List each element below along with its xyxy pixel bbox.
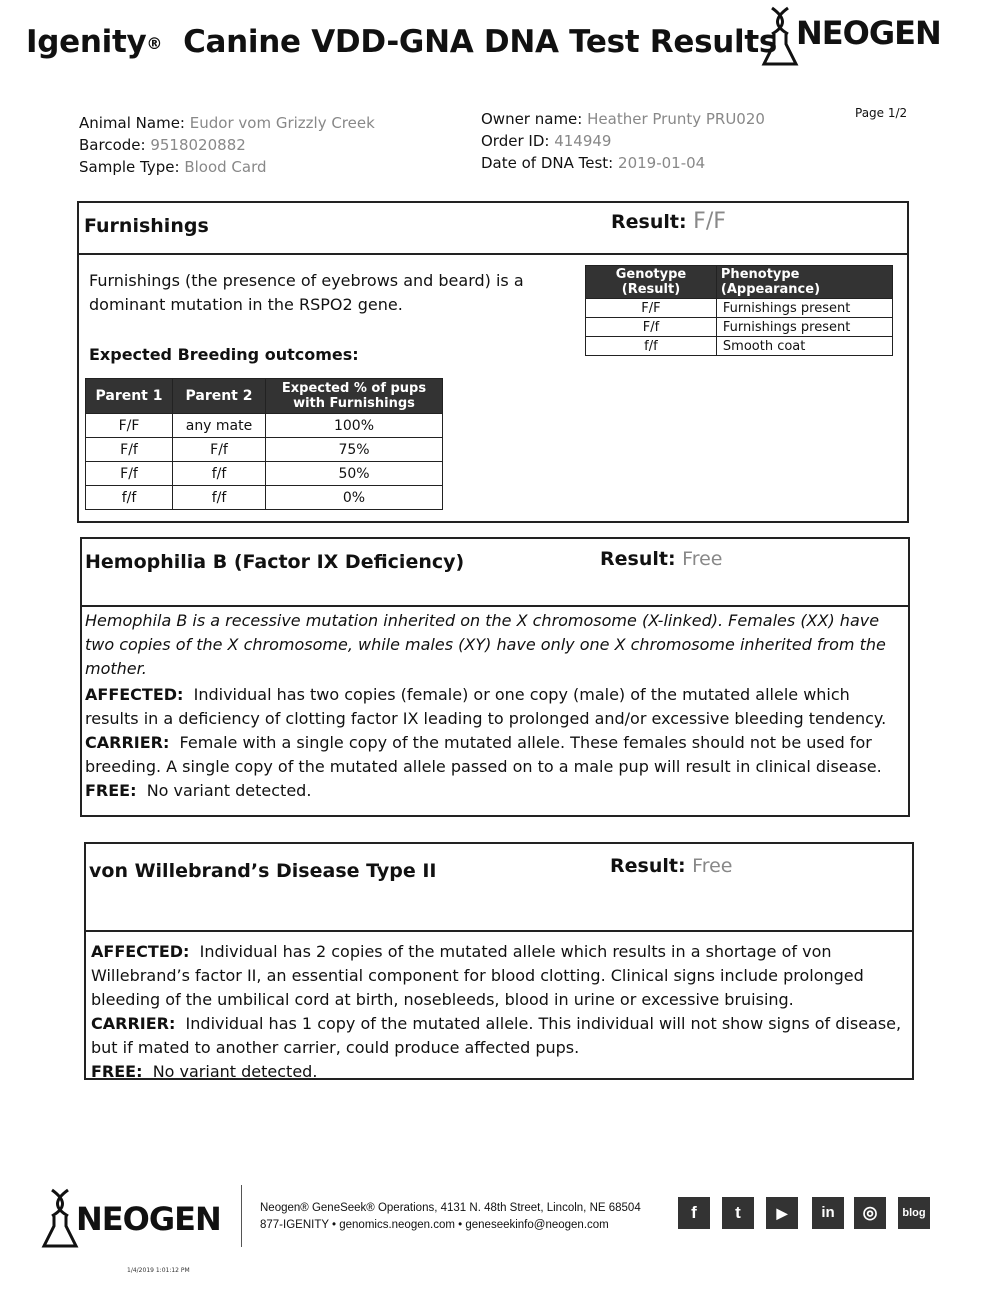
vwd-title: von Willebrand’s Disease Type II [89, 860, 437, 882]
hemophilia-intro: Hemophila B is a recessive mutation inherited on the X chromosome (X-linked). Females (XX) have two copies of the X chromosome, while males (XY) have only one X chromosome inherited from the mother. [85, 611, 886, 678]
breeding-heading: Expected Breeding outcomes: [89, 345, 359, 364]
footer-contact: Neogen® GeneSeek® Operations, 4131 N. 48th Street, Lincoln, NE 68504 877-IGENITY • genomics.neogen.com • geneseekinfo@neogen.com [260, 1202, 641, 1231]
blog-icon[interactable]: blog [898, 1197, 930, 1229]
table-row: F/f F/f 75% [86, 438, 443, 462]
hemophilia-section [80, 537, 910, 817]
vwd-section [84, 842, 914, 1080]
genotype-header: Genotype (Result) [586, 266, 717, 299]
table-row: F/f f/f 50% [86, 462, 443, 486]
twitter-icon[interactable]: t [722, 1197, 754, 1229]
footer-divider [241, 1185, 242, 1247]
hemophilia-result: Result: Free [600, 548, 723, 570]
youtube-icon[interactable]: ▶ [766, 1197, 798, 1229]
table-row: F/F Furnishings present [586, 299, 893, 318]
neogen-logo: NEOGEN [760, 4, 950, 68]
table-row: F/f Furnishings present [586, 318, 893, 337]
furnishings-section [77, 201, 909, 523]
phenotype-header: Phenotype (Appearance) [716, 266, 892, 299]
dna-flask-icon [40, 1186, 80, 1250]
hemophilia-details: AFFECTED: Individual has two copies (female) or one copy (male) of the mutated allele which results in a deficiency of clotting factor IX leading to prolonged and/or excessive bleeding tendency. CARRIER: Female with a single copy of the mutated allele. These females should not be used for breeding. A single copy of the mutated allele passed on to a male pup will result in clinical disease. FREE: No variant detected. [85, 685, 887, 800]
linkedin-icon[interactable]: in [812, 1197, 844, 1229]
furnishings-title: Furnishings [84, 215, 209, 237]
print-timestamp: 1/4/2019 1:01:12 PM [127, 1267, 190, 1274]
page-number: Page 1/2 [855, 106, 908, 120]
hemophilia-title: Hemophilia B (Factor IX Deficiency) [85, 551, 465, 573]
furnishings-result: Result: F/F [611, 209, 726, 234]
facebook-icon[interactable]: f [678, 1197, 710, 1229]
genotype-table [585, 265, 893, 356]
owner-info: Owner name: Heather Prunty PRU020 Order ID: 414949 Date of DNA Test: 2019-01-04 [481, 110, 765, 172]
instagram-icon[interactable]: ◎ [854, 1197, 886, 1229]
table-row: F/F any mate 100% [86, 414, 443, 438]
breeding-table: Parent 1 Parent 2 Expected % of pups with Furnishings F/F any mate 100% F/f F/f 75% F/f f/f 50% f/f f/f 0% [85, 378, 443, 510]
table-row: f/f f/f 0% [86, 486, 443, 510]
furnishings-description: Furnishings (the presence of eyebrows and beard) is a dominant mutation in the RSPO2 gene. [89, 271, 524, 314]
vwd-details: AFFECTED: Individual has 2 copies of the mutated allele which results in a shortage of von Willebrand’s factor II, an essential component for blood clotting. Clinical signs include prolonged bleeding of the umbilical cord at birth, nosebleeds, blood in urine or excessive bruising. CARRIER: Individual has 1 copy of the mutated allele. This individual will not show signs of disease, but if mated to another carrier, could produce affected pups. FREE: No variant detected. [91, 942, 902, 1081]
dna-flask-icon [760, 4, 800, 68]
footer-logo: NEOGEN [40, 1186, 230, 1250]
page-title: Igenity® Canine VDD-GNA DNA Test Results [26, 24, 777, 60]
animal-info: Animal Name: Eudor vom Grizzly Creek Barcode: 9518020882 Sample Type: Blood Card [79, 114, 375, 176]
vwd-result: Result: Free [610, 855, 733, 877]
table-row: f/f Smooth coat [586, 337, 893, 356]
